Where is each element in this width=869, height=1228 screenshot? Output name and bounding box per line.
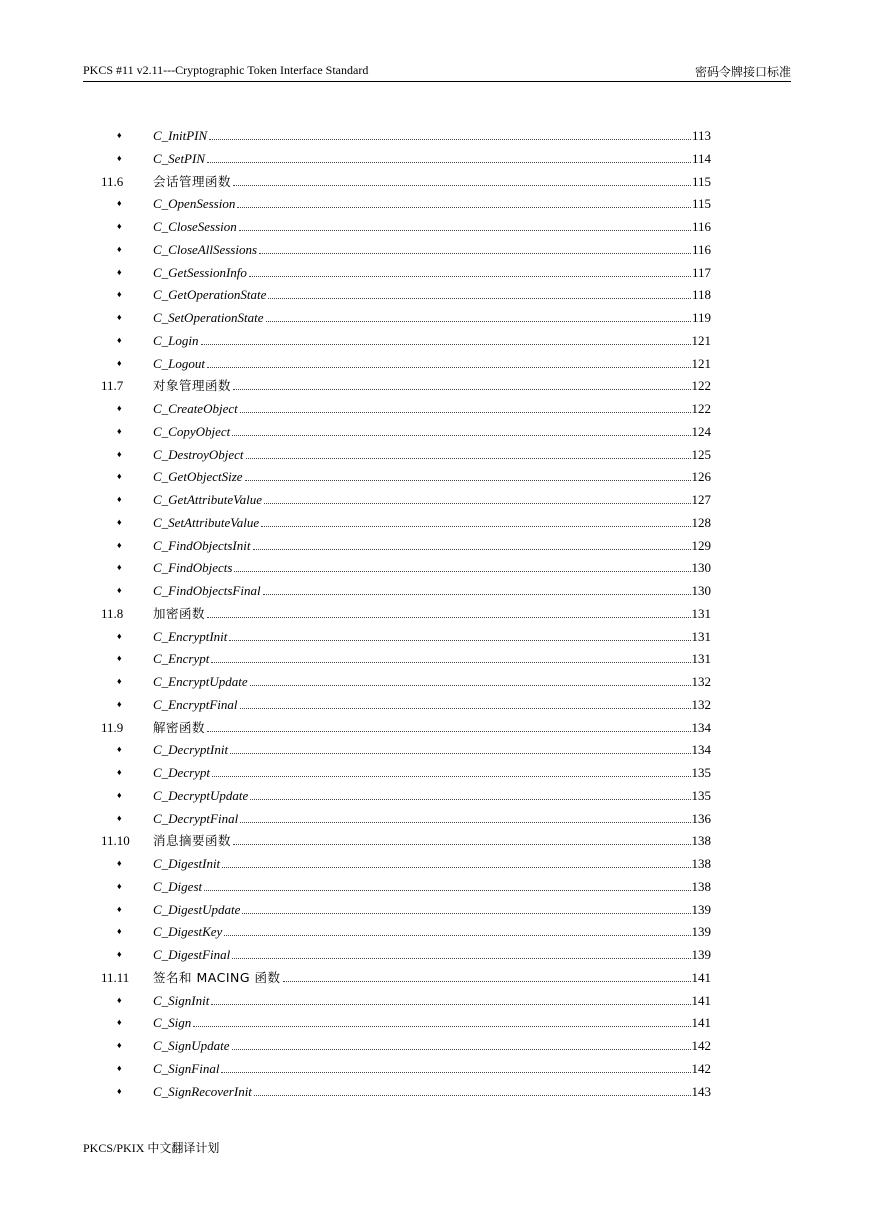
toc-function-entry[interactable] <box>0 283 869 306</box>
toc-dot-leader <box>209 139 691 140</box>
toc-page-number: 121 <box>691 332 711 348</box>
toc-entry-line <box>153 174 711 189</box>
toc-page-number: 116 <box>691 219 711 234</box>
toc-dot-leader <box>201 344 691 345</box>
toc-entry-title: C_SetPIN <box>153 150 205 166</box>
bullet-diamond-icon: ♦ <box>117 130 122 140</box>
toc-dot-leader <box>249 276 691 277</box>
toc-entry-title: C_DigestFinal <box>153 947 231 962</box>
toc-dot-leader <box>229 640 690 641</box>
toc-entry-title: C_Digest <box>153 878 203 894</box>
toc-entry-line <box>153 833 711 848</box>
toc-function-entry[interactable] <box>0 693 869 716</box>
toc-function-entry[interactable] <box>0 352 869 375</box>
toc-dot-leader <box>240 822 690 823</box>
bullet-diamond-icon: ♦ <box>117 653 122 664</box>
toc-function-entry[interactable] <box>0 534 869 557</box>
toc-dot-leader <box>207 162 691 163</box>
bullet-diamond-icon: ♦ <box>117 1085 122 1096</box>
toc-section-entry[interactable] <box>0 966 869 989</box>
bullet-diamond-icon: ♦ <box>117 289 122 300</box>
bullet-diamond-icon: ♦ <box>117 243 122 254</box>
toc-page-number: 142 <box>691 1038 711 1053</box>
toc-page-number: 131 <box>691 628 711 644</box>
toc-function-entry[interactable] <box>0 465 869 488</box>
toc-function-entry[interactable] <box>0 1011 869 1034</box>
toc-page-number: 134 <box>691 719 711 735</box>
toc-page-number: 135 <box>691 787 711 803</box>
bullet-diamond-icon: ♦ <box>117 926 122 937</box>
toc-function-entry[interactable] <box>0 238 869 261</box>
toc-page-number: 117 <box>691 264 711 280</box>
toc-page-number: 119 <box>691 310 711 325</box>
toc-section-number: 11.10 <box>101 833 130 849</box>
toc-entry-title: C_EncryptUpdate <box>153 674 248 689</box>
toc-entry-line <box>153 811 711 826</box>
bullet-diamond-icon: ♦ <box>117 198 122 209</box>
toc-page-number: 139 <box>691 947 711 962</box>
toc-entry-line <box>153 788 711 803</box>
toc-entry-line <box>153 583 711 598</box>
bullet-diamond-icon: ♦ <box>117 357 122 368</box>
toc-function-entry[interactable] <box>0 898 869 921</box>
bullet-diamond-icon: ♦ <box>117 312 122 322</box>
toc-page-number: 136 <box>691 810 711 826</box>
bullet-diamond-icon: ♦ <box>117 494 122 504</box>
toc-page-number: 131 <box>691 651 711 667</box>
toc-dot-leader <box>240 412 691 413</box>
toc-entry-line <box>153 629 711 644</box>
toc-entry-line <box>153 1015 711 1030</box>
toc-function-entry[interactable] <box>0 420 869 443</box>
toc-entry-line <box>153 128 711 143</box>
toc-function-entry[interactable] <box>0 192 869 215</box>
toc-entry-title: C_DestroyObject <box>153 446 244 462</box>
toc-function-entry[interactable] <box>0 852 869 875</box>
toc-entry-title: C_EncryptFinal <box>153 696 238 712</box>
toc-dot-leader <box>211 662 690 663</box>
toc-section-entry[interactable] <box>0 602 869 625</box>
toc-entry-title: C_CloseSession <box>153 219 237 234</box>
bullet-diamond-icon: ♦ <box>117 334 122 345</box>
bullet-diamond-icon: ♦ <box>117 1017 122 1028</box>
toc-entry-line <box>153 1084 711 1099</box>
toc-dot-leader <box>232 1049 691 1050</box>
toc-dot-leader <box>268 298 691 299</box>
bullet-diamond-icon: ♦ <box>117 1040 122 1050</box>
toc-function-entry[interactable] <box>0 329 869 352</box>
toc-section-entry[interactable] <box>0 170 869 193</box>
toc-page-number: 122 <box>691 378 711 394</box>
toc-entry-line <box>153 742 711 757</box>
toc-function-entry[interactable] <box>0 261 869 284</box>
toc-function-entry[interactable] <box>0 443 869 466</box>
toc-function-entry[interactable] <box>0 920 869 943</box>
toc-dot-leader <box>232 435 690 436</box>
toc-entry-title: C_FindObjectsFinal <box>153 583 261 598</box>
toc-function-entry[interactable] <box>0 579 869 602</box>
toc-entry-title: C_SignInit <box>153 992 210 1008</box>
toc-entry-line <box>153 924 711 939</box>
bullet-diamond-icon: ♦ <box>117 425 122 436</box>
bullet-diamond-icon: ♦ <box>117 744 122 755</box>
toc-function-entry[interactable] <box>0 943 869 966</box>
toc-function-entry[interactable] <box>0 488 869 511</box>
header-chinese-title: 密码令牌接口标准 <box>694 65 791 79</box>
toc-page-number: 122 <box>691 401 711 416</box>
toc-page-number: 113 <box>691 128 711 143</box>
toc-dot-leader <box>261 526 690 527</box>
toc-function-entry[interactable] <box>0 1057 869 1080</box>
toc-entry-line <box>153 606 711 621</box>
bullet-diamond-icon: ♦ <box>117 949 122 959</box>
toc-entry-line <box>153 879 711 894</box>
bullet-diamond-icon: ♦ <box>117 789 122 800</box>
toc-page-number: 131 <box>691 605 711 621</box>
toc-entry-title: C_SignUpdate <box>153 1038 230 1053</box>
toc-entry-line <box>153 720 711 735</box>
bullet-diamond-icon: ♦ <box>117 858 122 868</box>
toc-entry-title: C_SetAttributeValue <box>153 514 260 530</box>
bullet-diamond-icon: ♦ <box>117 630 122 641</box>
toc-entry-line <box>153 356 711 371</box>
toc-function-entry[interactable] <box>0 556 869 579</box>
bullet-diamond-icon: ♦ <box>117 266 122 277</box>
toc-section-entry[interactable] <box>0 374 869 397</box>
toc-dot-leader <box>264 503 690 504</box>
toc-dot-leader <box>245 480 691 481</box>
toc-function-entry[interactable] <box>0 761 869 784</box>
toc-function-entry[interactable] <box>0 807 869 830</box>
toc-entry-title: 签名和 MACING 函数 <box>153 969 281 985</box>
toc-function-entry[interactable] <box>0 511 869 534</box>
toc-function-entry[interactable] <box>0 625 869 648</box>
bullet-diamond-icon: ♦ <box>117 698 122 709</box>
toc-entry-title: C_SetOperationState <box>153 310 264 325</box>
toc-function-entry[interactable] <box>0 124 869 147</box>
toc-page-number: 134 <box>691 742 711 758</box>
toc-page-number: 114 <box>691 150 711 166</box>
toc-page-number: 138 <box>691 878 711 894</box>
toc-function-entry[interactable] <box>0 215 869 238</box>
toc-entry-title: C_CreateObject <box>153 401 238 416</box>
toc-dot-leader <box>237 207 691 208</box>
toc-page-number: 135 <box>691 765 711 780</box>
toc-entry-title: 解密函数 <box>153 719 206 735</box>
toc-function-entry[interactable] <box>0 397 869 420</box>
page-footer <box>83 1139 219 1156</box>
toc-entry-title: C_GetObjectSize <box>153 469 243 485</box>
toc-page-number: 138 <box>691 833 711 849</box>
toc-function-entry[interactable] <box>0 306 869 329</box>
toc-dot-leader <box>250 799 690 800</box>
toc-entry-line <box>153 378 711 393</box>
toc-function-entry[interactable] <box>0 147 869 170</box>
toc-dot-leader <box>233 185 691 186</box>
toc-function-entry[interactable] <box>0 647 869 670</box>
toc-dot-leader <box>193 1026 690 1027</box>
toc-page-number: 115 <box>691 173 711 189</box>
toc-page-number: 138 <box>691 856 711 871</box>
toc-dot-leader <box>211 1004 690 1005</box>
toc-entry-title: C_DigestKey <box>153 924 223 940</box>
toc-entry-title: C_GetAttributeValue <box>153 492 263 507</box>
toc-function-entry[interactable] <box>0 875 869 898</box>
bullet-diamond-icon: ♦ <box>117 880 122 891</box>
toc-entry-line <box>153 196 711 211</box>
toc-entry-title: C_SignFinal <box>153 1060 220 1076</box>
toc-dot-leader <box>266 321 691 322</box>
toc-entry-title: C_Sign <box>153 1015 192 1031</box>
toc-entry-line <box>153 287 711 302</box>
toc-function-entry[interactable] <box>0 1034 869 1057</box>
toc-page-number: 127 <box>691 492 711 507</box>
toc-page-number: 129 <box>691 537 711 553</box>
toc-dot-leader <box>259 253 691 254</box>
toc-dot-leader <box>222 867 690 868</box>
toc-page-number: 142 <box>691 1060 711 1076</box>
toc-entry-line <box>153 447 711 462</box>
toc-page-number: 139 <box>691 901 711 917</box>
bullet-diamond-icon: ♦ <box>117 221 122 231</box>
toc-entry-line <box>153 538 711 553</box>
toc-entry-line <box>153 902 711 917</box>
toc-dot-leader <box>204 890 690 891</box>
toc-dot-leader <box>207 731 690 732</box>
toc-section-entry[interactable] <box>0 716 869 739</box>
toc-section-number: 11.11 <box>101 969 130 985</box>
toc-dot-leader <box>233 389 690 390</box>
toc-section-number: 11.7 <box>101 378 124 394</box>
toc-entry-line <box>153 765 711 780</box>
toc-entry-line <box>153 674 711 689</box>
toc-function-entry[interactable] <box>0 1080 869 1103</box>
toc-page-number: 125 <box>691 446 711 462</box>
toc-entry-line <box>153 1038 711 1053</box>
toc-dot-leader <box>250 685 691 686</box>
bullet-diamond-icon: ♦ <box>117 585 122 595</box>
toc-entry-line <box>153 651 711 666</box>
toc-page-number: 118 <box>691 287 711 303</box>
toc-entry-line <box>153 492 711 507</box>
toc-entry-title: C_FindObjectsInit <box>153 537 251 553</box>
toc-entry-title: C_Decrypt <box>153 765 211 780</box>
toc-section-number: 11.9 <box>101 719 124 735</box>
toc-entry-title: C_Login <box>153 332 199 348</box>
toc-entry-title: 消息摘要函数 <box>153 833 232 849</box>
toc-entry-title: C_Logout <box>153 355 206 371</box>
toc-entry-line <box>153 265 711 280</box>
toc-dot-leader <box>230 753 690 754</box>
toc-entry-line <box>153 947 711 962</box>
bullet-diamond-icon: ♦ <box>117 562 122 573</box>
toc-page-number: 124 <box>691 423 711 439</box>
toc-function-entry[interactable] <box>0 784 869 807</box>
bullet-diamond-icon: ♦ <box>117 403 122 413</box>
toc-page-number: 128 <box>691 514 711 530</box>
bullet-diamond-icon: ♦ <box>117 448 122 459</box>
toc-dot-leader <box>207 367 690 368</box>
toc-dot-leader <box>240 708 691 709</box>
toc-dot-leader <box>224 935 690 936</box>
bullet-diamond-icon: ♦ <box>117 1062 122 1073</box>
toc-page-number: 126 <box>691 469 711 485</box>
toc-dot-leader <box>283 981 691 982</box>
toc-dot-leader <box>254 1095 691 1096</box>
toc-dot-leader <box>221 1072 690 1073</box>
toc-entry-title: C_EncryptInit <box>153 628 228 644</box>
toc-page-number: 132 <box>691 696 711 712</box>
toc-entry-line <box>153 333 711 348</box>
toc-page-number: 143 <box>691 1083 711 1099</box>
toc-entry-title: C_OpenSession <box>153 196 236 212</box>
toc-entry-title: C_Encrypt <box>153 651 210 667</box>
toc-entry-title: 加密函数 <box>153 605 206 621</box>
toc-entry-line <box>153 515 711 530</box>
toc-dot-leader <box>207 617 690 618</box>
toc-dot-leader <box>242 913 690 914</box>
toc-section-number: 11.6 <box>101 173 124 189</box>
toc-entry-title: 对象管理函数 <box>153 378 232 394</box>
header-document-title: PKCS #11 v2.11---Cryptographic Token Interface Standard <box>83 63 369 77</box>
toc-entry-title: C_InitPIN <box>153 128 208 143</box>
toc-entry-title: C_DigestUpdate <box>153 901 241 917</box>
toc-entry-title: C_DecryptUpdate <box>153 787 249 803</box>
page-header <box>83 62 791 82</box>
toc-section-entry[interactable] <box>0 829 869 852</box>
toc-dot-leader <box>253 549 691 550</box>
bullet-diamond-icon: ♦ <box>117 152 122 163</box>
toc-entry-title: C_DecryptInit <box>153 742 229 758</box>
toc-page-number: 130 <box>691 583 711 598</box>
toc-entry-line <box>153 993 711 1008</box>
toc-dot-leader <box>234 571 690 572</box>
toc-function-entry[interactable] <box>0 738 869 761</box>
bullet-diamond-icon: ♦ <box>117 994 122 1005</box>
toc-page-number: 115 <box>691 196 711 212</box>
bullet-diamond-icon: ♦ <box>117 812 122 823</box>
toc-entry-title: C_FindObjects <box>153 560 233 576</box>
toc-entry-title: C_CopyObject <box>153 423 231 439</box>
toc-dot-leader <box>232 958 690 959</box>
toc-section-number: 11.8 <box>101 605 124 621</box>
toc-function-entry[interactable] <box>0 670 869 693</box>
footer-project-chinese: 中文翻译计划 <box>147 1141 220 1155</box>
toc-entry-title: 会话管理函数 <box>153 173 232 189</box>
footer-project-latin: PKCS/PKIX <box>83 1141 148 1155</box>
toc-entry-title: C_DecryptFinal <box>153 810 239 826</box>
toc-entry-title: C_GetSessionInfo <box>153 264 247 280</box>
toc-dot-leader <box>246 458 691 459</box>
toc-entry-line <box>153 970 711 985</box>
toc-entry-line <box>153 469 711 484</box>
toc-entry-line <box>153 856 711 871</box>
toc-entry-line <box>153 242 711 257</box>
toc-entry-title: C_CloseAllSessions <box>153 241 258 257</box>
bullet-diamond-icon: ♦ <box>117 516 122 527</box>
toc-entry-title: C_DigestInit <box>153 856 221 871</box>
toc-page-number: 141 <box>691 992 711 1008</box>
toc-entry-line <box>153 560 711 575</box>
toc-page-number: 121 <box>691 355 711 371</box>
toc-page-number: 139 <box>691 924 711 940</box>
toc-dot-leader <box>263 594 691 595</box>
table-of-contents <box>0 124 869 1102</box>
toc-dot-leader <box>239 230 691 231</box>
toc-page-number: 141 <box>691 969 711 985</box>
bullet-diamond-icon: ♦ <box>117 767 122 777</box>
bullet-diamond-icon: ♦ <box>117 539 122 550</box>
toc-entry-title: C_SignRecoverInit <box>153 1083 252 1099</box>
toc-page-number: 132 <box>691 674 711 689</box>
toc-entry-line <box>153 151 711 166</box>
bullet-diamond-icon: ♦ <box>117 471 122 482</box>
toc-entry-line <box>153 219 711 234</box>
toc-dot-leader <box>212 776 690 777</box>
toc-page-number: 116 <box>691 241 711 257</box>
bullet-diamond-icon: ♦ <box>117 676 122 686</box>
toc-entry-line <box>153 310 711 325</box>
toc-entry-title: C_GetOperationState <box>153 287 267 303</box>
toc-page-number: 130 <box>691 560 711 576</box>
toc-entry-line <box>153 424 711 439</box>
toc-page-number: 141 <box>691 1015 711 1031</box>
toc-entry-line <box>153 401 711 416</box>
toc-function-entry[interactable] <box>0 989 869 1012</box>
toc-entry-line <box>153 1061 711 1076</box>
toc-entry-line <box>153 697 711 712</box>
bullet-diamond-icon: ♦ <box>117 903 122 914</box>
toc-dot-leader <box>233 844 690 845</box>
